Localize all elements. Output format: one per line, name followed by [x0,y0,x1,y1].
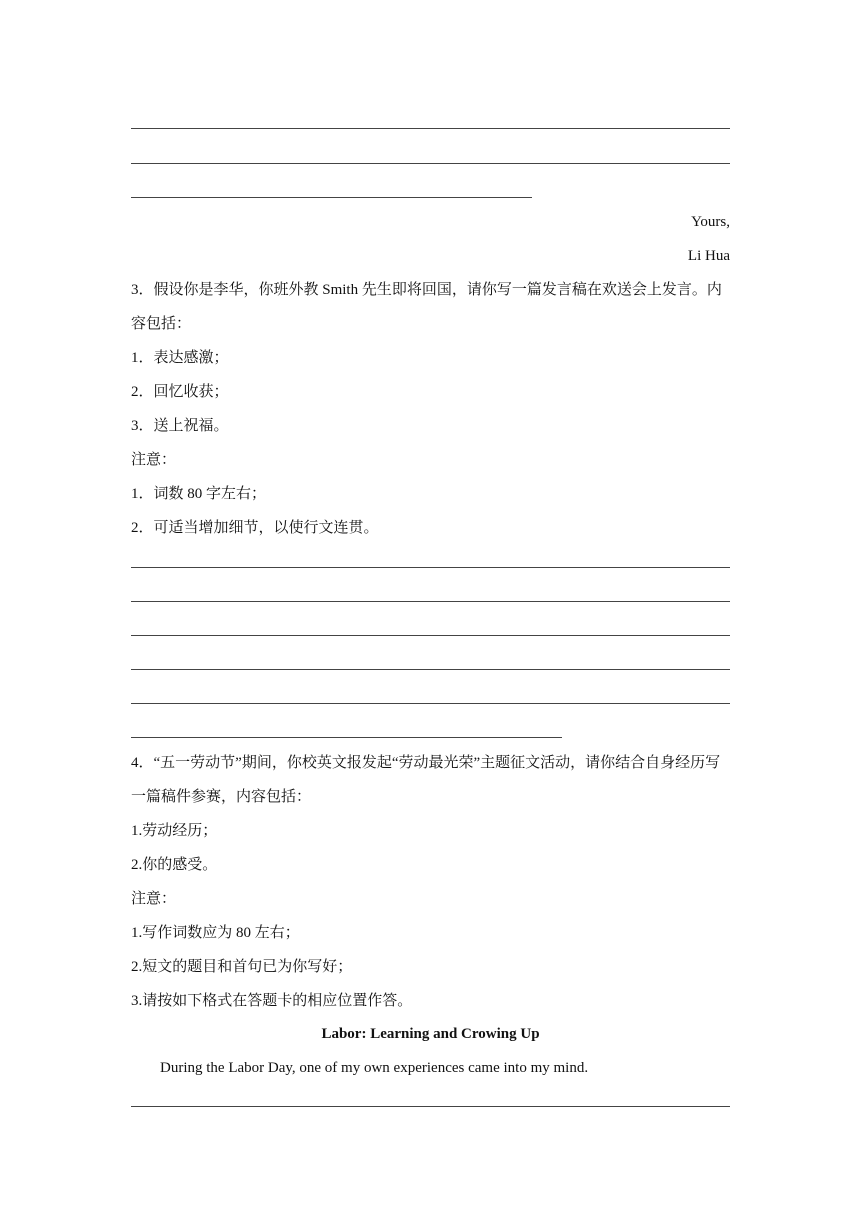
answer-line[interactable] [131,635,730,636]
q4-note: 3.请按如下格式在答题卡的相应位置作答。 [131,993,413,1009]
q3-note-label: 注意： [131,452,177,468]
essay-first-sentence: During the Labor Day, one of my own experiences came into my mind. [160,1060,589,1076]
q4-note: 1.写作词数应为 80 左右； [131,925,300,941]
q4-note: 2.短文的题目和首句已为你写好； [131,959,353,975]
q4-item: 2.你的感受。 [131,857,218,873]
q3-prompt-line-2: 容包括： [131,316,192,332]
q3-item: 1．表达感激； [131,350,229,366]
q4-item: 1.劳动经历； [131,823,218,839]
answer-line[interactable] [131,601,730,602]
letter-closing: Yours, [691,214,730,230]
q3-item: 2．回忆收获； [131,384,229,400]
answer-line[interactable] [131,567,730,568]
answer-line[interactable] [131,197,532,198]
q4-prompt-line-1: 4．“五一劳动节”期间，你校英文报发起“劳动最光荣”主题征文活动，请你结合自身经历写 [131,755,721,771]
answer-line[interactable] [131,737,562,738]
q4-note-label: 注意： [131,891,177,907]
answer-line[interactable] [131,163,730,164]
answer-line[interactable] [131,1106,730,1107]
q3-note: 1．词数 80 字左右； [131,486,267,502]
q4-prompt-line-2: 一篇稿件参赛，内容包括： [131,789,312,805]
letter-signature: Li Hua [687,248,730,264]
q3-item: 3．送上祝福。 [131,418,229,434]
essay-title: Labor: Learning and Crowing Up [321,1026,540,1042]
q3-prompt-line-1: 3．假设你是李华，你班外教 Smith 先生即将回国，请你写一篇发言稿在欢送会上发言。内 [131,282,722,298]
answer-line[interactable] [131,128,730,129]
answer-line[interactable] [131,669,730,670]
answer-line[interactable] [131,703,730,704]
q3-note: 2．可适当增加细节，以使行文连贯。 [131,520,379,536]
